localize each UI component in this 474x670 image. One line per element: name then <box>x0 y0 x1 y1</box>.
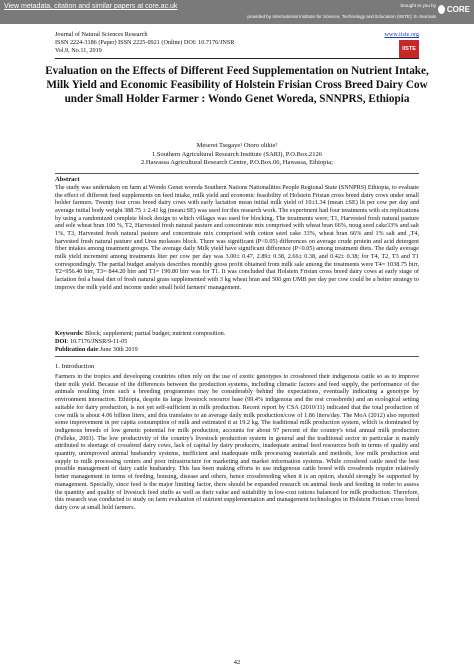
core-logo-icon <box>438 5 445 14</box>
keywords-label: Keywords <box>55 330 82 337</box>
page-number: 42 <box>233 659 241 666</box>
doi-line <box>55 338 127 345</box>
doi-label: DOI <box>55 338 67 345</box>
introduction-text: Farmers in the tropics and developing countries often rely on the use of exotic genotypes to crossbreed their indigenous cattle so as to improve their milk yield. Because of the differences between the production systems, including climatic factors and feed supply, the performance of the animals resulting from such a breeding programmes may be considerably behind the expectations, eventually indicating a genotype by environment interaction. Ethiopia, despite its large livestock resource base (99.4% indigenous and the rest crossbreds) and an ecological setting suitable for dairy production, is not yet self-sufficient in milk production. Recent report by CSA (2010/11) indicated that the total production of cow milk is about 4.06 billion liters, and this translates to an average daily milk production/cow of 1.86 liters/day. The MoA (2012) also reported some improvement in per capita consumption of milk and estimated it at 19.2 kg. The traditional milk production system, which is dominated by indigenous breeds of low genetic potential for milk production, accounts for about 97 percent of the country's total annual milk production (Felleke, 2003). The low productivity of the country's livestock production system in general and the traditional sector in particular is mainly attributed to shortage of crossbred dairy cows, lack of capital by dairy producers, inadequate animal feed resources both in terms of quality and quantity, unimproved animal husbandry systems, inefficient and inadequate milk processing materials and methods, low milk production and supply to milk processing centers and poor infrastructure for marketing and market information systems. While crossbred cattle need the best possible management of dairy cattle husbandry. This has been making efforts to use indigenous cattle breed with crossbreds require relatively better management in terms of feeding, housing, disease and others, hence crossbreeding when it is an option, should strongly be supported by management. Specially, since feed is the major limiting factor, there should be expanded research on animal feeds and feeding in order to assess the quantity and quality of livestock feed stuffs as well as their value and suitability in low-cost rations balanced for milk production. Therefore, this research was conducted to study on farm evaluation of nutrient supplementation and management technologies in Holstein Frisian cross breed dairy cow at small hold farmers. <box>55 373 419 511</box>
journal-issn: ISSN 2224-3186 (Paper) ISSN 2225-0921 (Online) DOI: 10.7176/JNSR <box>55 39 235 46</box>
header-divider <box>55 58 419 59</box>
core-brought-text: brought to you by <box>400 3 436 8</box>
abstract-top-divider <box>55 173 419 174</box>
publication-date-line <box>55 346 138 353</box>
keywords-line <box>55 330 419 337</box>
abstract-text: The study was undertaken on farm at Wondo Genet woreda Southern Nations Nationalities People Regional State (SNNPRS) Ethiopia, to evaluate the effect of different feed supplements on feed intake, milk yield and economic feasibility of Holstein Frisian cross breed dairy cows under small holder farmers. Twenty four cross breed dairy cows with early lactation mean initial milk yield of 10±1.34 (mean ±SE) lit per cow per day and average initial body weight 388.75 ± 2.41 kg (mean±SE) was used for this research work. The experiment had four treatments with six replications by using a randomized complete block design to which villages was used for blocking. The treatments were; T1, Harvested fresh natural pasture and sole wheat bran 100 %, T2, Harvested fresh natural pasture and concentrate mix comprised with wheat bran 66%, noug seed cake33% and salt 1%, T3, Harvested fresh natural pasture and concentrate mix comprised with cotton seed cake 33%, wheat bran 66% and 1% salt and ,T4, harvested fresh natural pasture and Urea molasses block. There was significant (P<0.05) differences on average crude protein and acid detergent fiber intakes among treatment groups. The average daily Milk yield have significant difference (P<0.05) among treatment diets. The daily average milk yield increment among treatments liter per cow per day was 3.00± 0.47, 2.89± 0.38, 2.66± 0.38, and 0.42± 0.38; for T4, T2, T3 and T1 correspondingly. The partial budget analysis describes monthly gross profit obtained from milk sale among the treatments were T4= 1038.75 birr, T2=956.40 birr, T3= 844.20 birr and T1= 190.80 birr was for T1. It was concluded that Holstein Frisian cross breed dairy cows at early stage of lactation fed a basal diet of fresh natural grass supplemented with 3 kg wheat bran and 500 gm UMB per day per cow could be a better strategy to improve the milk yield and income under small hold farmers' management. <box>55 184 419 291</box>
introduction-heading: 1. Introduction <box>55 363 95 370</box>
doi-text: : 10.7176/JNSR/9-11-05 <box>66 338 128 345</box>
keywords-text: : Block; supplement; partial budget; nutrient composition. <box>81 330 226 337</box>
publication-date-text: :June 30th 2019 <box>98 346 138 353</box>
iiste-logo: IISTE <box>399 40 419 58</box>
paper-title: Evaluation on the Effects of Different Feed Supplementation on Nutrient Intake, Milk Yield and Economic Feasibility of Holstein Frisian Cross Breed Dairy Cow under Small Holder Farmer : Wondo Genet Woreda, SNNPRS, Ethiopia <box>45 65 429 105</box>
abstract-bottom-divider <box>55 356 419 357</box>
core-provided-text: provided by International Institute for Science, Technology and Education (IISTE): E-Journals <box>247 14 436 19</box>
core-banner <box>0 0 474 24</box>
abstract-heading: Abstract <box>55 176 80 183</box>
affiliation-2: 2.Hawassa Agricultural Research Centre, P.O.Box.06, Hawassa, Ethiopia; <box>141 159 333 166</box>
journal-name: Journal of Natural Sciences Research <box>55 31 148 38</box>
affiliation-1: 1.Southern Agricultural Research Institute (SARI), P.O.Box.2126 <box>151 151 323 158</box>
core-logo[interactable] <box>438 3 470 15</box>
journal-volume: Vol.9, No.11, 2019 <box>55 47 102 54</box>
core-metadata-link[interactable]: View metadata, citation and similar papers at core.ac.uk <box>4 3 178 10</box>
publication-date-label: Publication date <box>55 346 99 353</box>
core-logo-text: CORE <box>446 4 470 14</box>
authors: Meseret Tsegaye¹ Otoro olikie² <box>196 142 278 149</box>
journal-url-link[interactable]: www.iiste.org <box>384 31 419 38</box>
